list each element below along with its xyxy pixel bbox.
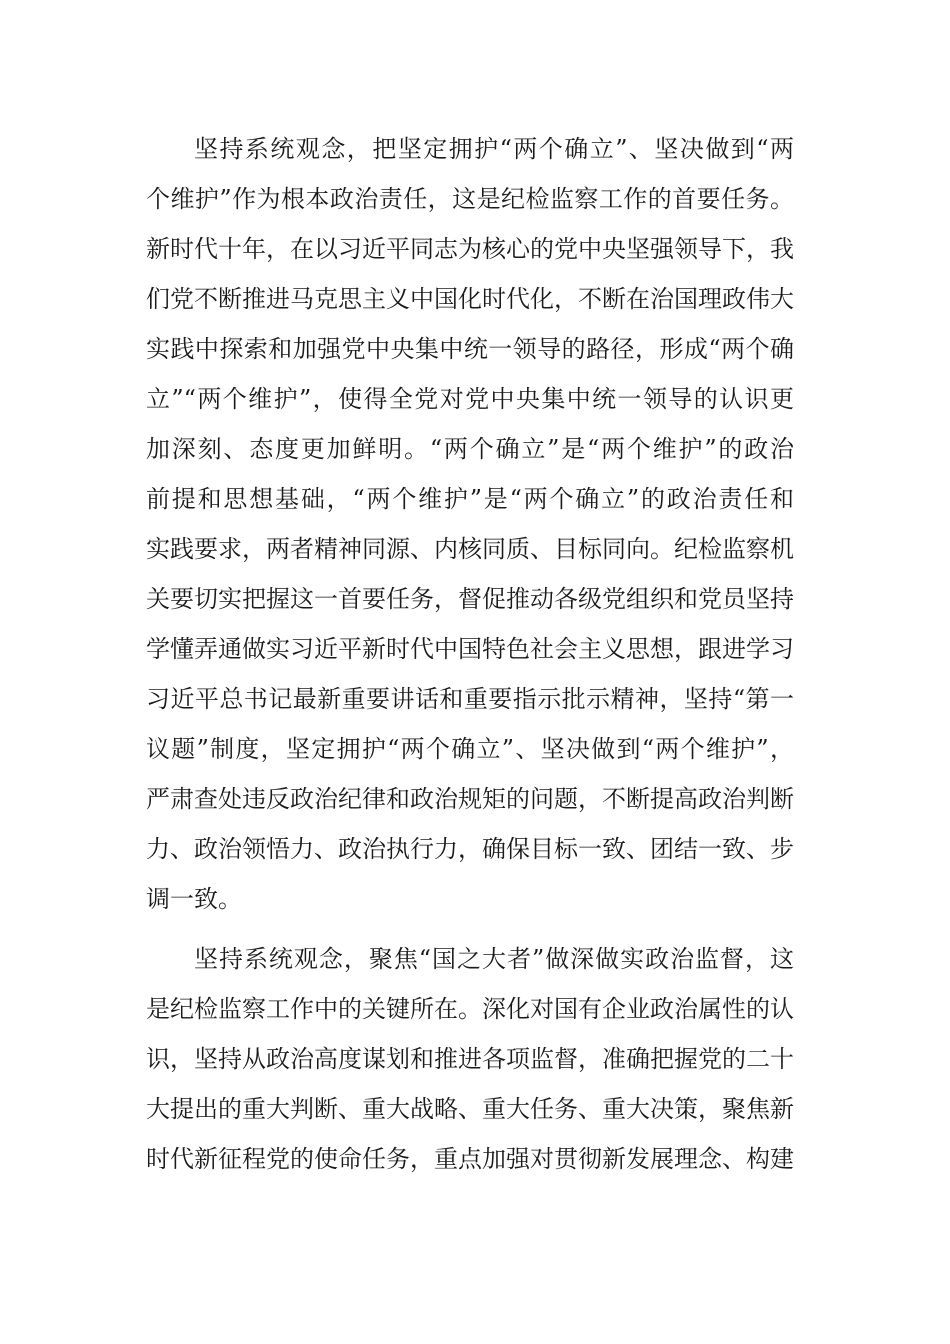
paragraph-line: 是纪检监察工作中的关键所在。深化对国有企业政治属性的认 [146,995,794,1023]
paragraph-line: 实践中探索和加强党中央集中统一领导的路径，形成“两个确 [146,335,794,363]
paragraph-line: 加深刻、态度更加鲜明。“两个确立”是“两个维护”的政治 [146,435,794,463]
paragraph-line: 识，坚持从政治高度谋划和推进各项监督，准确把握党的二十 [146,1045,794,1073]
paragraph-line: 学懂弄通做实习近平新时代中国特色社会主义思想，跟进学习 [146,635,794,663]
paragraph-line: 坚持系统观念，把坚定拥护“两个确立”、坚决做到“两 [194,135,794,163]
paragraph-line: 关要切实把握这一首要任务，督促推动各级党组织和党员坚持 [146,585,794,613]
paragraph-line: 力、政治领悟力、政治执行力，确保目标一致、团结一致、步 [146,835,794,863]
paragraph-line: 个维护”作为根本政治责任，这是纪检监察工作的首要任务。 [146,185,794,213]
paragraph-line: 习近平总书记最新重要讲话和重要指示批示精神，坚持“第一 [146,685,794,713]
paragraph-line: 前提和思想基础，“两个维护”是“两个确立”的政治责任和 [146,485,794,513]
paragraph-line: 调一致。 [146,885,242,913]
paragraph-line: 议题”制度，坚定拥护“两个确立”、坚决做到“两个维护”， [146,735,794,763]
paragraph-line: 大提出的重大判断、重大战略、重大任务、重大决策，聚焦新 [146,1095,794,1123]
paragraph-line: 们党不断推进马克思主义中国化时代化，不断在治国理政伟大 [146,285,794,313]
paragraph-line: 时代新征程党的使命任务，重点加强对贯彻新发展理念、构建 [146,1145,794,1173]
paragraph-line: 坚持系统观念，聚焦“国之大者”做深做实政治监督，这 [194,945,794,973]
paragraph-line: 实践要求，两者精神同源、内核同质、目标同向。纪检监察机 [146,535,794,563]
paragraph-line: 新时代十年，在以习近平同志为核心的党中央坚强领导下，我 [146,235,794,263]
paragraph-line: 严肃查处违反政治纪律和政治规矩的问题，不断提高政治判断 [146,785,794,813]
paragraph-line: 立”“两个维护”，使得全党对党中央集中统一领导的认识更 [146,385,794,413]
